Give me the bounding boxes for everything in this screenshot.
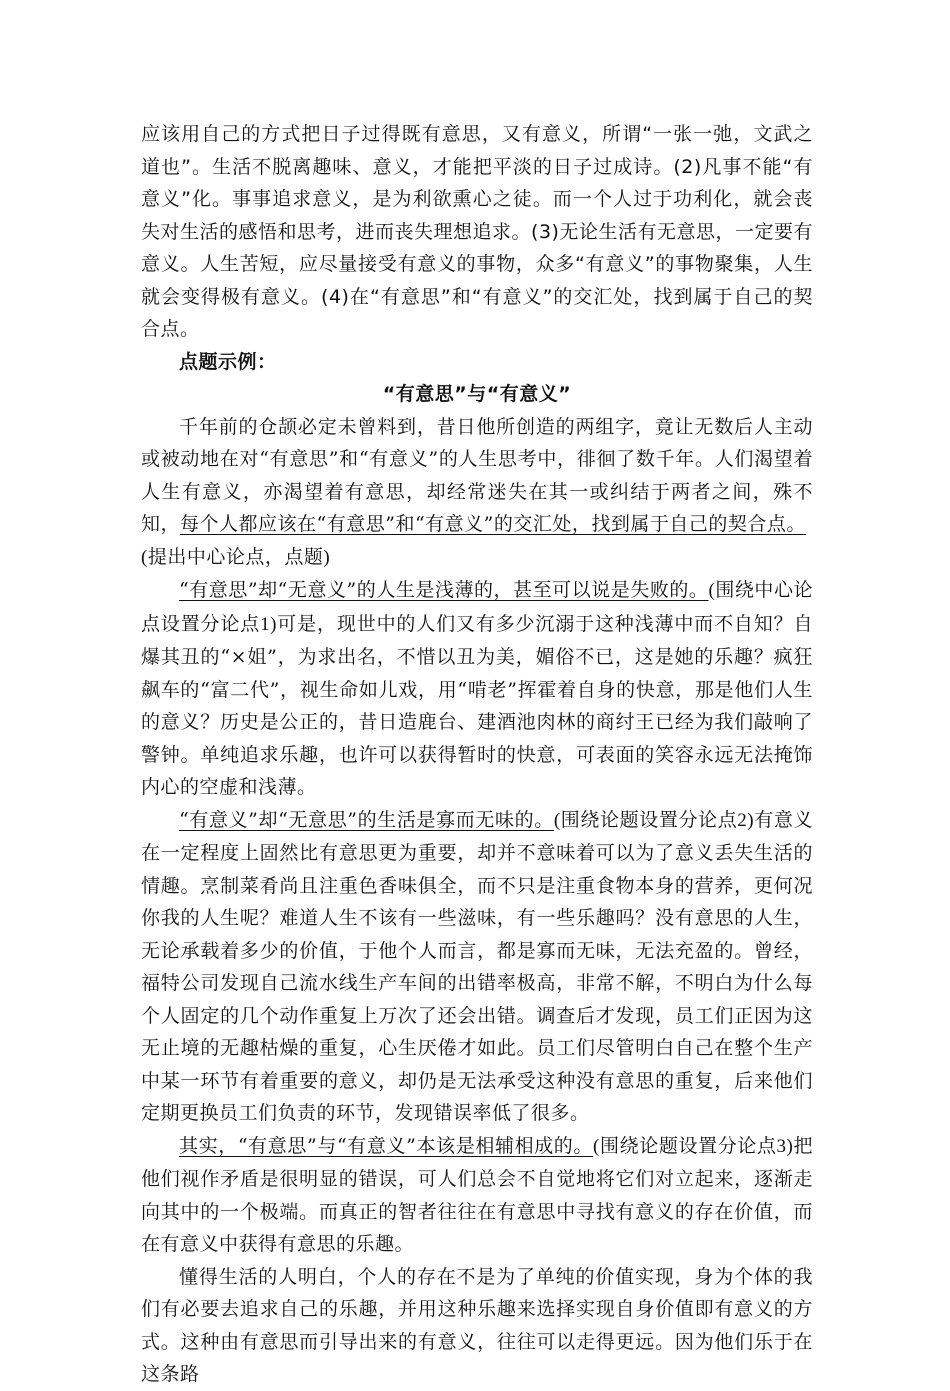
essay-paragraph-3	[141, 804, 813, 1130]
sub-claim-1: “有意思”却“无意义”的人生是浅薄的，甚至可以说是失败的。	[179, 579, 709, 601]
intro-paragraph: 应该用自己的方式把日子过得既有意思，又有意义，所谓“一张一弛，文武之道也”。生活不脱离趣味、意义，才能把平淡的日子过成诗。(2)凡事不能“有意义”化。事事追求意义，是为利欲熏心之徒。而一个人过于功利化，就会丧失对生活的感悟和思考，进而丧失理想追求。(3)无论生活有无意思，一定要有意义。人生苦短，应尽量接受有意义的事物，众多“有意义”的事物聚集，人生就会变得极有意义。(4)在“有意思”和“有意义”的交汇处，找到属于自己的契合点。	[141, 123, 813, 340]
p3-annotation: (围绕论题设置分论点2)	[553, 809, 755, 831]
p4-text: 把他们视作矛盾是很明显的错误，可人们总会不自觉地将它们对立起来，逐渐走向其中的一个极端。而真正的智者往往在有意思中寻找有意义的存在价值，而在有意义中获得有意思的乐趣。	[141, 1134, 813, 1255]
essay-paragraph-2	[141, 574, 813, 804]
p2-text: 可是，现世中的人们又有多少沉溺于这种浅薄中而不自知？自爆其丑的“×姐”，为求出名，不惜以丑为美，媚俗不已，这是她的乐趣？疯狂飙车的“富二代”，视生命如儿戏，用“啃老”挥霍着自身的快意，那是他们人生的意义？历史是公正的，昔日造鹿台、建酒池肉林的商纣王已经为我们敲响了警钟。单纯追求乐趣，也许可以获得暂时的快意，可表面的笑容永远无法掩饰内心的空虚和浅薄。	[141, 612, 813, 798]
essay-title: “有意思”与“有意义”	[382, 383, 572, 405]
essay-paragraph-1	[141, 411, 813, 575]
essay-paragraph-4	[141, 1130, 813, 1261]
essay-body	[141, 411, 813, 1391]
p3-text: 有意义在一定程度上固然比有意思更为重要，却并不意味着可以为了意义丢失生活的情趣。烹制菜肴尚且注重色香味俱全，而不只是注重食物本身的营养，更何况你我的人生呢？难道人生不该有一些滋味，有一些乐趣吗？没有意思的人生，无论承载着多少的价值，于他个人而言，都是寡而无味，无法充盈的。曾经，福特公司发现自己流水线生产车间的出错率极高，非常不解，不明白为什么每个人固定的几个动作重复上万次了还会出错。调查后才发现，员工们正因为这无止境的无趣枯燥的重复，心生厌倦才如此。员工们尽管明白自己在整个生产中某一环节有着重要的意义，却仍是无法承受这种没有意思的重复，后来他们定期更换员工们负责的环节，发现错误率低了很多。	[141, 808, 813, 1124]
p2-annotation: (围绕中心论点设置分论点1)	[141, 580, 814, 635]
p1-text: 千年前的仓颉必定未曾料到，昔日他所创造的两组字，竟让无数后人主动或被动地在对“有意思”和“有意义”的人生思考中，徘徊了数千年。人们渴望着人生有意义，亦渴望着有意思，却经常迷失在其一或纠结于两者之间，殊不知，	[141, 415, 813, 535]
central-thesis: 每个人都应该在“有意思”和“有意义”的交汇处，找到属于自己的契合点。	[180, 513, 806, 535]
essay-paragraph-5: 懂得生活的人明白，个人的存在不是为了单纯的价值实现，身为个体的我们有必要去追求自己的乐趣，并用这种乐趣来选择实现自身价值即有意义的方式。这种由有意思而引导出来的有意义，往往可以走得更远。因为他们乐于在这条路	[141, 1265, 813, 1385]
p1-annotation: (提出中心论点，点题)	[141, 546, 331, 568]
document-page	[141, 118, 813, 1391]
sub-claim-3: 其实，“有意思”与“有意义”本该是相辅相成的。	[179, 1134, 594, 1157]
section-label: 点题示例：	[179, 350, 277, 373]
p4-annotation: (围绕论题设置分论点3)	[593, 1135, 794, 1157]
sub-claim-2: “有意义”却“无意思”的生活是寡而无味的。	[179, 808, 554, 831]
